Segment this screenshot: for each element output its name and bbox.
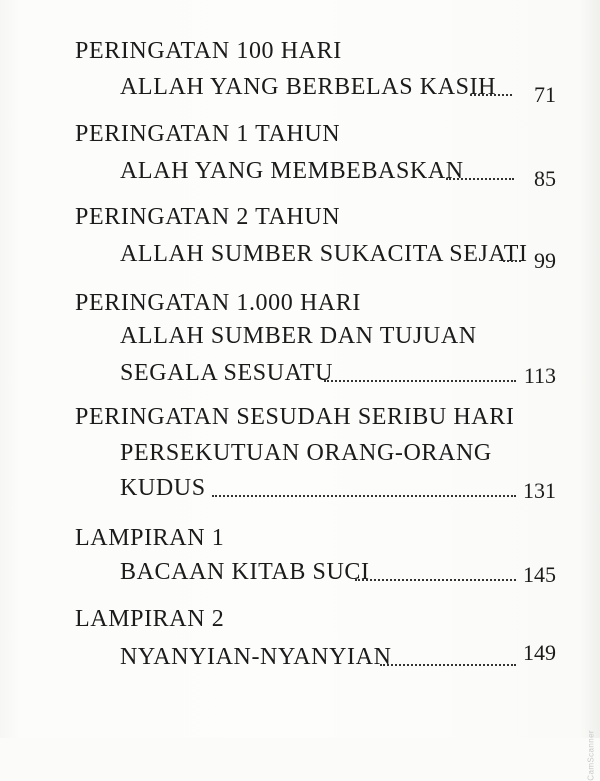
toc-entry-title: ALLAH SUMBER SUKACITA SEJATI xyxy=(120,241,528,267)
toc-heading: PERINGATAN 2 TAHUN xyxy=(75,204,341,230)
toc-page-number: 71 xyxy=(534,82,556,107)
toc-heading: LAMPIRAN 2 xyxy=(75,606,225,632)
toc-entry-title: ALAH YANG MEMBEBASKAN xyxy=(120,158,464,184)
toc-entry-title-continued: KUDUS xyxy=(120,475,206,501)
scanner-watermark: CamScanner xyxy=(587,730,596,781)
dot-leader xyxy=(212,495,516,497)
dot-leader xyxy=(324,380,516,382)
dot-leader xyxy=(355,579,516,581)
toc-entry-title: NYANYIAN-NYANYIAN xyxy=(120,644,392,670)
toc-heading: LAMPIRAN 1 xyxy=(75,525,225,551)
toc-page-number: 145 xyxy=(523,562,556,587)
toc-heading: PERINGATAN 1 TAHUN xyxy=(75,121,341,147)
toc-entry-title: ALLAH YANG BERBELAS KASIH xyxy=(120,74,497,100)
toc-page-number: 131 xyxy=(523,478,556,503)
toc-heading: PERINGATAN 1.000 HARI xyxy=(75,290,362,316)
toc-page-number: 85 xyxy=(534,166,556,191)
toc-entry-title: PERSEKUTUAN ORANG-ORANG xyxy=(120,440,492,466)
toc-page-number: 149 xyxy=(523,640,556,665)
toc-heading: PERINGATAN 100 HARI xyxy=(75,38,342,64)
toc-page-number: 99 xyxy=(534,248,556,273)
toc-entry-title: BACAAN KITAB SUCI xyxy=(120,559,370,585)
toc-page-number: 113 xyxy=(523,363,556,388)
toc-heading: PERINGATAN SESUDAH SERIBU HARI xyxy=(75,404,515,430)
toc-entry-title-continued: SEGALA SESUATU xyxy=(120,360,334,386)
toc-entry-title: ALLAH SUMBER DAN TUJUAN xyxy=(120,323,477,349)
